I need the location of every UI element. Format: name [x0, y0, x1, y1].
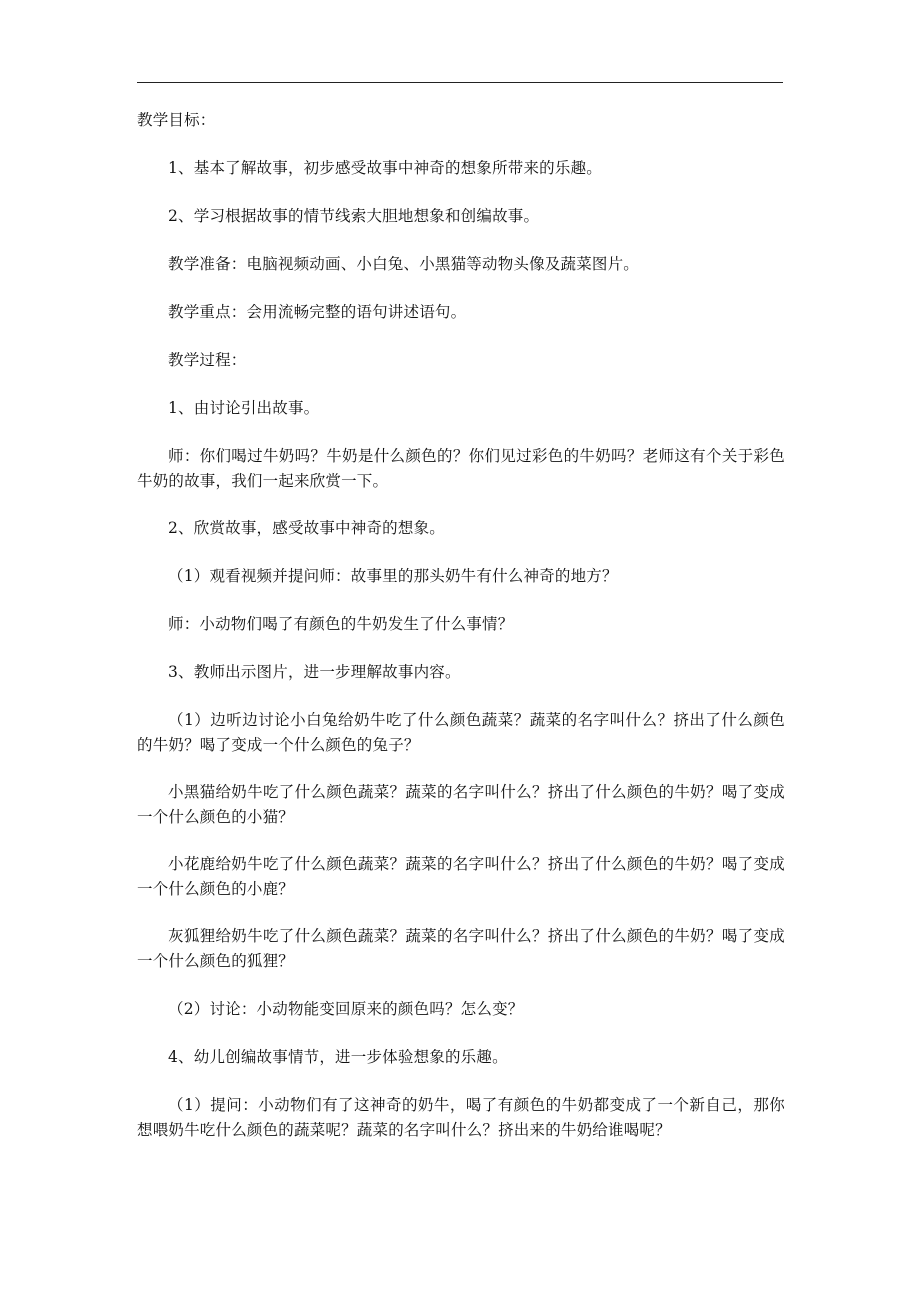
sub-step: （1）提问：小动物们有了这神奇的奶牛，喝了有颜色的牛奶都变成了一个新自己，那你想喂奶牛吃什么颜色的蔬菜呢？蔬菜的名字叫什么？挤出来的牛奶给谁喝呢？: [137, 1096, 785, 1139]
sub-step: （2）讨论：小动物能变回原来的颜色吗？怎么变？: [168, 1000, 524, 1018]
section-heading-process: 教学过程：: [168, 351, 247, 369]
key-point-paragraph: 教学重点：会用流畅完整的语句讲述语句。: [168, 303, 467, 321]
objective-item: 2、学习根据故事的情节线索大胆地想象和创编故事。: [168, 207, 540, 225]
process-step: 4、幼儿创编故事情节，进一步体验想象的乐趣。: [168, 1048, 508, 1066]
process-step: 1、由讨论引出故事。: [168, 399, 320, 417]
preparation-paragraph: 教学准备：电脑视频动画、小白兔、小黑猫等动物头像及蔬菜图片。: [168, 255, 640, 273]
process-step: 3、教师出示图片，进一步理解故事内容。: [168, 663, 461, 681]
section-heading-objectives: 教学目标：: [137, 111, 216, 129]
sub-step: （1）边听边讨论小白兔给奶牛吃了什么颜色蔬菜？蔬菜的名字叫什么？挤出了什么颜色的牛奶？喝了变成一个什么颜色的兔子？: [137, 711, 785, 754]
discussion-question: 灰狐狸给奶牛吃了什么颜色蔬菜？蔬菜的名字叫什么？挤出了什么颜色的牛奶？喝了变成一个什么颜色的狐狸？: [137, 927, 785, 970]
discussion-question: 小黑猫给奶牛吃了什么颜色蔬菜？蔬菜的名字叫什么？挤出了什么颜色的牛奶？喝了变成一个什么颜色的小猫？: [137, 783, 785, 826]
discussion-question: 小花鹿给奶牛吃了什么颜色蔬菜？蔬菜的名字叫什么？挤出了什么颜色的牛奶？喝了变成一个什么颜色的小鹿？: [137, 855, 785, 898]
document-body: [137, 108, 785, 1143]
header-rule: [137, 82, 783, 83]
sub-step: （1）观看视频并提问师：故事里的那头奶牛有什么神奇的地方？: [168, 567, 618, 585]
objective-item: 1、基本了解故事，初步感受故事中神奇的想象所带来的乐趣。: [168, 159, 602, 177]
teacher-dialogue: 师：你们喝过牛奶吗？牛奶是什么颜色的？你们见过彩色的牛奶吗？老师这有个关于彩色牛奶的故事，我们一起来欣赏一下。: [137, 447, 785, 490]
teacher-dialogue: 师：小动物们喝了有颜色的牛奶发生了什么事情？: [168, 615, 514, 633]
process-step: 2、欣赏故事，感受故事中神奇的想象。: [168, 519, 445, 537]
